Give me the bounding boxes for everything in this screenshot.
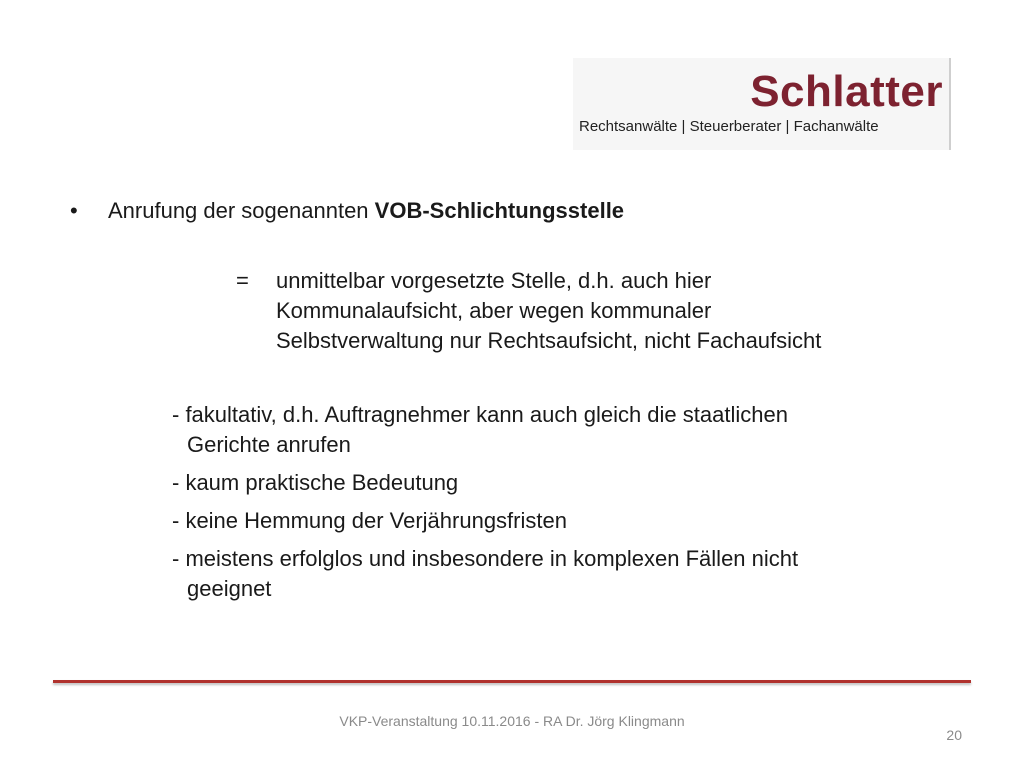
list-item	[172, 506, 798, 536]
definition-text	[276, 266, 821, 356]
list-item	[172, 544, 798, 604]
bullet-bold-text: VOB-Schlichtungsstelle	[374, 198, 625, 223]
definition-line: Selbstverwaltung nur Rechtsaufsicht, nicht Fachaufsicht	[276, 328, 822, 353]
page-number: 20	[946, 727, 962, 743]
list-item-text: - meistens erfolglos und insbesondere in komplexen Fällen nicht	[172, 546, 799, 571]
definition-line: unmittelbar vorgesetzte Stelle, d.h. auch hier	[276, 268, 712, 293]
list-item-text: - keine Hemmung der Verjährungsfristen	[172, 508, 567, 533]
definition-sign: =	[236, 268, 249, 293]
list-item	[172, 468, 798, 498]
bullet-icon: •	[70, 198, 78, 223]
list-item-continuation: geeignet	[187, 576, 272, 601]
bullet-point	[70, 196, 624, 226]
bullet-text: Anrufung der sogenannten	[108, 198, 375, 223]
logo-name: Schlatter	[750, 67, 943, 116]
logo-subtitle: Rechtsanwälte | Steuerberater | Fachanwälte	[579, 118, 879, 135]
company-logo	[573, 58, 951, 150]
list-item-text: - fakultativ, d.h. Auftragnehmer kann auch gleich die staatlichen	[172, 402, 788, 427]
definition-line: Kommunalaufsicht, aber wegen kommunaler	[276, 298, 712, 323]
footer-text: VKP-Veranstaltung 10.11.2016 - RA Dr. Jörg Klingmann	[339, 713, 685, 729]
footer-divider	[53, 680, 971, 683]
list-item-text: - kaum praktische Bedeutung	[172, 470, 459, 495]
list-item-continuation: Gerichte anrufen	[187, 432, 351, 457]
list-item	[172, 400, 798, 460]
detail-list	[172, 400, 798, 612]
